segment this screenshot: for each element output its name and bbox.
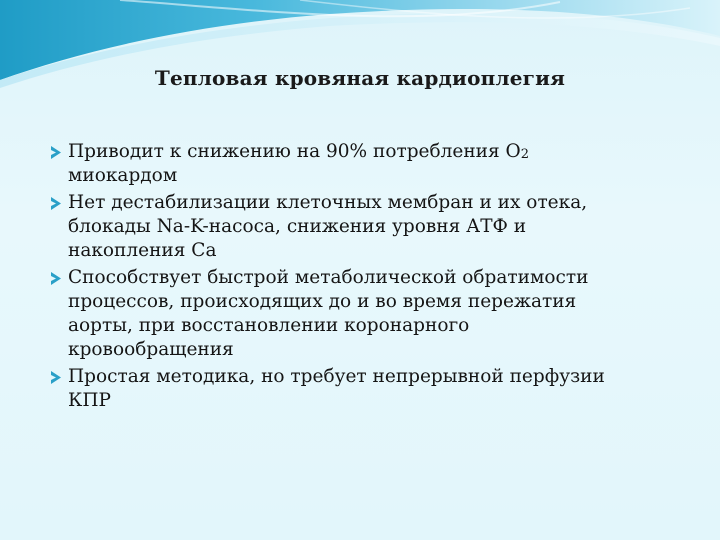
subscript: 2 <box>520 147 530 162</box>
bullet-item <box>50 140 700 188</box>
arrow-bullet-icon <box>50 272 62 285</box>
header-wave-decoration <box>0 0 720 110</box>
bullet-list <box>50 140 700 416</box>
bullet-item <box>50 365 700 413</box>
slide-title: Тепловая кровяная кардиоплегия <box>154 66 566 90</box>
arrow-bullet-icon <box>50 371 62 384</box>
bullet-line: КПР <box>68 390 111 411</box>
bullet-line: процессов, происходящих до и во время пережатия <box>68 291 577 312</box>
bullet-item <box>50 191 700 263</box>
bullet-item <box>50 266 700 362</box>
bullet-line: блокады Na-K-насоса, снижения уровня АТФ и <box>68 216 527 237</box>
arrow-bullet-icon <box>50 197 62 210</box>
bullet-line: Приводит к снижению на 90% потребления $O_2$ <box>68 141 530 162</box>
bullet-line: Нет дестабилизации клеточных мембран и их отека, <box>68 192 588 213</box>
bullet-line: Простая методика, но требует непрерывной перфузии <box>68 366 605 387</box>
arrow-bullet-icon <box>50 146 62 159</box>
bullet-line: накопления Ca <box>68 240 217 261</box>
bullet-line: миокардом <box>68 165 178 186</box>
bullet-line: аорты, при восстановлении коронарного <box>68 315 470 336</box>
bullet-line: кровообращения <box>68 339 234 360</box>
bullet-line: Способствует быстрой метаболической обратимости <box>68 267 589 288</box>
